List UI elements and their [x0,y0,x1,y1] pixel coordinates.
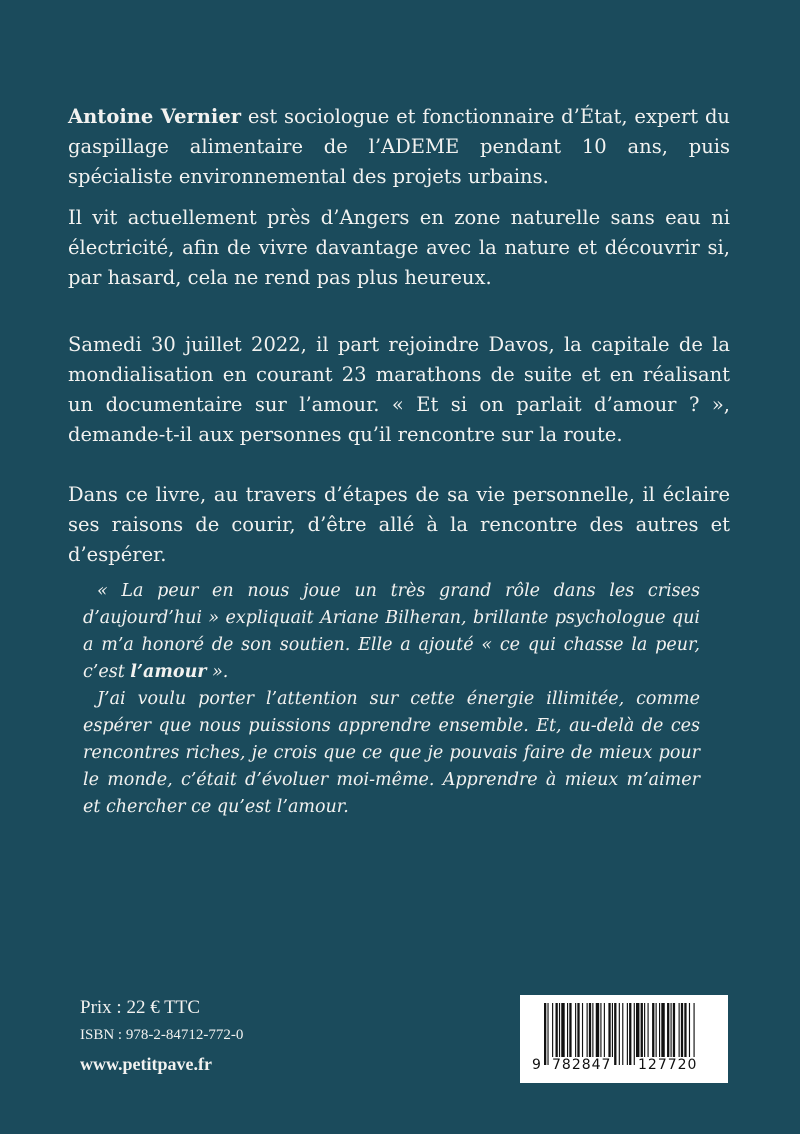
quote-paragraph-1 [83,578,700,686]
isbn-label: ISBN : 978-2-84712-772-0 [80,1027,244,1043]
barcode-digits [520,1055,728,1077]
author-quote [83,578,700,821]
publisher-website: www.petitpave.fr [80,1054,212,1074]
quote-emphasis: l’amour [130,662,207,682]
isbn-barcode [520,995,728,1083]
quote-text-1: « La peur en nous joue un très grand rôle dans les crises d’aujourd’hui » expliquait Ariane Bilheran, brillante psychologue qui a m’a honoré de son soutien. Elle a ajouté « ce qui chasse la peur, c’est [83,581,700,682]
barcode-left-group: 782847 [552,1057,612,1073]
book-purpose-paragraph: Dans ce livre, au travers d’étapes de sa vie personnelle, il éclaire ses raisons de courir, d’être allé à la rencontre des autres et d’espérer. [68,483,730,566]
author-name: Antoine Vernier [68,105,242,128]
barcode-right-group: 127720 [638,1057,698,1073]
book-summary-paragraph: Samedi 30 juillet 2022, il part rejoindre Davos, la capitale de la mondialisation en courant 23 marathons de suite et en réalisant un documentaire sur l’amour. « Et si on parlait d’amour ? », demande-t-il aux personnes qu’il rencontre sur la route. [68,333,730,446]
author-life-paragraph: Il vit actuellement près d’Angers en zone naturelle sans eau ni électricité, afin de vivre davantage avec la nature et découvrir si, par hasard, cela ne rend pas plus heureux. [68,206,730,289]
quote-paragraph-2: J’ai voulu porter l’attention sur cette énergie illimitée, comme espérer que nous puissions apprendre ensemble. Et, au-delà de ces rencontres riches, je crois que ce que je pouvais faire de mieux pour le monde, c’était d’évoluer moi-même. Apprendre à mieux m’aimer et chercher ce qu’est l’amour. [83,689,700,817]
author-bio-text: est sociologue et fonctionnaire d’État, expert du gaspillage alimentaire de l’ADEME pendant 10 ans, puis spécialiste environnemental des projets urbains. [68,105,730,188]
publication-info [80,996,243,1076]
author-bio-paragraph [68,102,730,192]
barcode-lead-digit: 9 [532,1057,541,1073]
quote-text-2: ». [206,662,229,682]
price-label: Prix : 22 € TTC [80,997,200,1018]
